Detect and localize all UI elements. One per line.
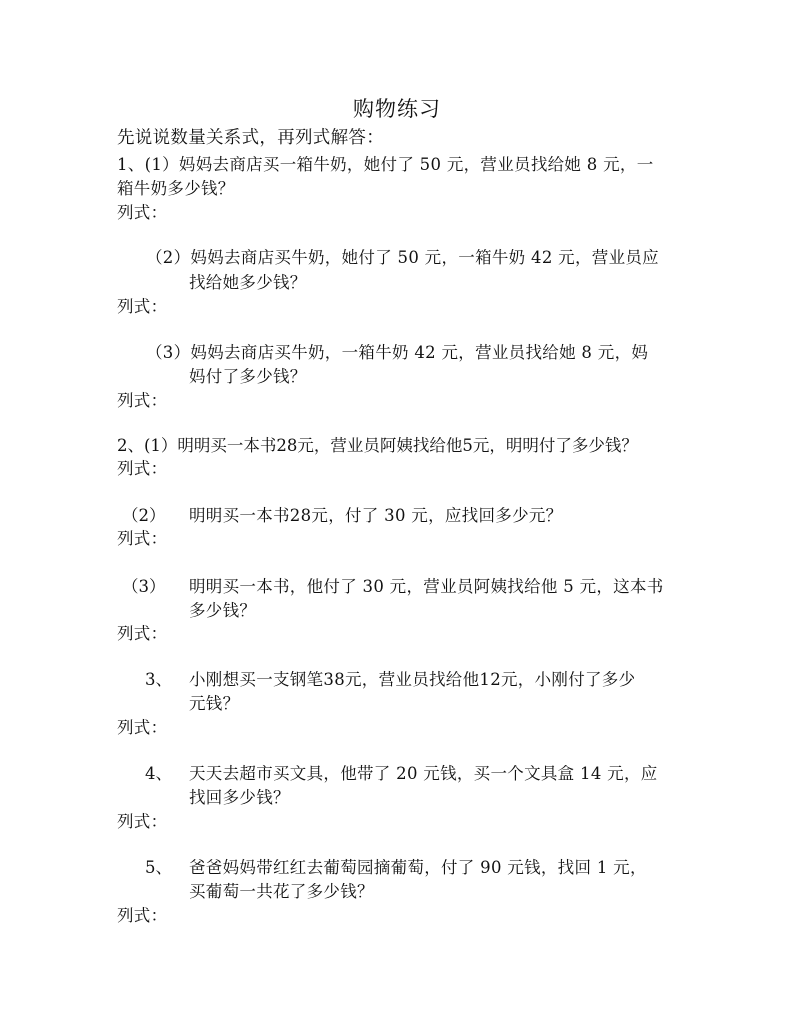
q1-1-line2: 箱牛奶多少钱？	[117, 179, 235, 198]
answer-label-q1-3: 列式：	[117, 391, 168, 410]
answer-label-q2-2: 列式：	[117, 529, 168, 548]
q5-line1: 爸爸妈妈带红红去葡萄园摘葡萄，付了 90 元钱，找回 1 元，	[189, 858, 647, 877]
answer-label-q5: 列式：	[117, 906, 168, 925]
q2-3-number: （3）	[122, 577, 166, 596]
q2-2-number: （2）	[122, 506, 166, 525]
q3-line1: 小刚想买一支钢笔38元，营业员找给他12元，小刚付了多少	[189, 670, 636, 689]
q4-number: 4、	[145, 764, 172, 783]
q1-3-line2: 妈付了多少钱？	[189, 367, 307, 386]
q2-3-line1: 明明买一本书，他付了 30 元，营业员阿姨找给他 5 元，这本书	[189, 577, 664, 596]
q3-line2: 元钱？	[189, 694, 240, 713]
q1-3-line1: （3）妈妈去商店买牛奶，一箱牛奶 42 元，营业员找给她 8 元，妈	[146, 343, 649, 362]
q3-number: 3、	[145, 670, 172, 689]
q5-number: 5、	[145, 858, 172, 877]
answer-label-q4: 列式：	[117, 812, 168, 831]
page-title: 购物练习	[353, 97, 441, 121]
q5-line2: 买葡萄一共花了多少钱？	[189, 882, 374, 901]
answer-label-q3: 列式：	[117, 718, 168, 737]
answer-label-q2-3: 列式：	[117, 624, 168, 643]
answer-label-q1-1: 列式：	[117, 203, 168, 222]
answer-label-q1-2: 列式：	[117, 297, 168, 316]
q1-2-line1: （2）妈妈去商店买牛奶，她付了 50 元，一箱牛奶 42 元，营业员应	[146, 248, 659, 267]
q1-2-line2: 找给她多少钱？	[189, 273, 307, 292]
q2-2-line1: 明明买一本书28元，付了 30 元，应找回多少元？	[189, 506, 563, 525]
q4-line2: 找回多少钱？	[189, 788, 290, 807]
q2-3-line2: 多少钱？	[189, 601, 257, 620]
answer-label-q2-1: 列式：	[117, 459, 168, 478]
q4-line1: 天天去超市买文具，他带了 20 元钱，买一个文具盒 14 元，应	[189, 764, 658, 783]
q1-1-line1: 1、(1）妈妈去商店买一箱牛奶，她付了 50 元，营业员找给她 8 元，一	[117, 155, 654, 174]
instruction-text: 先说说数量关系式，再列式解答：	[117, 128, 384, 148]
q2-1-line1: 2、(1）明明买一本书28元，营业员阿姨找给他5元，明明付了多少钱？	[117, 436, 638, 455]
